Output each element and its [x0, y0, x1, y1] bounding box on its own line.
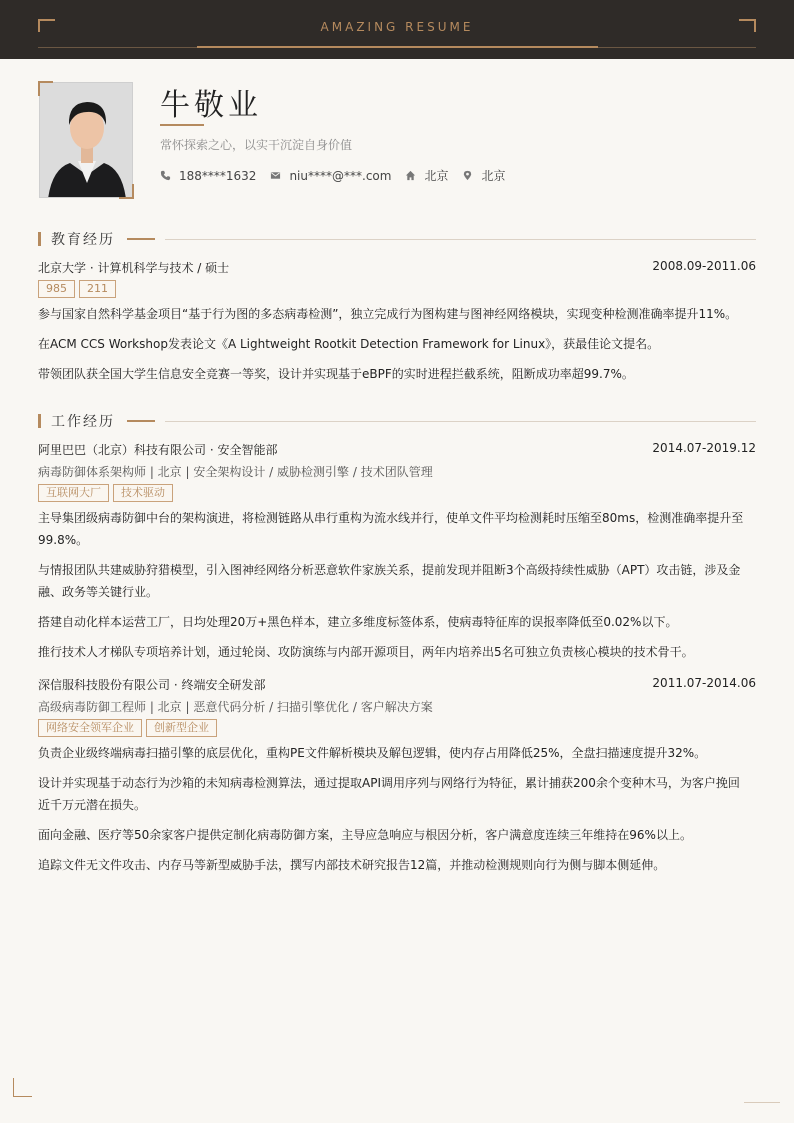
job-role: 高级病毒防御工程师 | 北京 | 恶意代码分析 / 扫描引擎优化 / 客户解决方案 — [38, 700, 433, 714]
tag: 985 — [38, 280, 75, 298]
job-role: 病毒防御体系架构师 | 北京 | 安全架构设计 / 威胁检测引擎 / 技术团队管理 — [38, 465, 433, 479]
tag: 网络安全领军企业 — [38, 719, 142, 737]
section-title-education — [38, 231, 756, 247]
education-bullet: 带领团队获全国大学生信息安全竞赛一等奖，设计并实现基于eBPF的实时进程拦截系统，阻断成功率超99.7%。 — [38, 367, 634, 381]
contact-row — [160, 167, 519, 184]
job-bullet: 负责企业级终端病毒扫描引擎的底层优化，重构PE文件解析模块及解包逻辑，使内存占用降低25%，全盘扫描速度提升32%。 — [38, 746, 707, 760]
profile-photo-frame — [38, 81, 134, 199]
top-banner — [0, 0, 794, 59]
home-icon — [405, 170, 416, 181]
job-bullet: 与情报团队共建威胁狩猎模型，引入图神经网络分析恶意软件家族关系，提前发现并阻断3个高级持续性威胁（APT）攻击链，涉及金融、政务等关键行业。 — [38, 563, 741, 599]
education-school: 北京大学 · 计算机科学与技术 / 硕士 — [38, 261, 230, 275]
job-bullet: 追踪文件无文件攻击、内存马等新型威胁手法，撰写内部技术研究报告12篇，并推动检测规则向行为侧与脚本侧延伸。 — [38, 858, 666, 872]
job-bullet: 推行技术人才梯队专项培养计划，通过轮岗、攻防演练与内部开源项目，两年内培养出5名可独立负责核心模块的技术骨干。 — [38, 645, 694, 659]
email-text: niu****@***.com — [289, 168, 392, 183]
section-title-text: 工作经历 — [51, 414, 115, 430]
job-date: 2014.07-2019.12 — [652, 441, 756, 455]
photo-corner-top-left — [38, 81, 53, 96]
education-bullet: 参与国家自然科学基金项目“基于行为图的多态病毒检测”，独立完成行为图构建与图神经网络模块，实现变种检测准确率提升11%。 — [38, 307, 738, 321]
candidate-motto: 常怀探索之心，以实干沉淀自身价值 — [160, 138, 353, 152]
education-header — [38, 259, 756, 276]
job-bullet: 设计并实现基于动态行为沙箱的未知病毒检测算法，通过提取API调用序列与网络行为特征，累计捕获200余个变种木马，为客户挽回近千万元潜在损失。 — [38, 776, 740, 812]
tag: 互联网大厂 — [38, 484, 109, 502]
location-city-text: 北京 — [481, 169, 506, 183]
job-header — [38, 676, 756, 693]
tag: 技术驱动 — [113, 484, 173, 502]
education-tags — [38, 280, 120, 298]
section-marker — [38, 232, 41, 246]
job-bullet: 搭建自动化样本运营工厂，日均处理20万+黑色样本，建立多维度标签体系，使病毒特征库的误报率降低至0.02%以下。 — [38, 615, 678, 629]
name-underline — [160, 124, 204, 126]
contact-phone — [160, 169, 256, 183]
section-title-work — [38, 413, 756, 429]
job-header — [38, 441, 756, 458]
banner-title: AMAZING RESUME — [320, 20, 474, 34]
contact-email — [270, 169, 391, 183]
job-tags — [38, 484, 177, 502]
section-rule — [165, 239, 756, 240]
banner-accent-line — [197, 46, 598, 48]
education-bullet: 在ACM CCS Workshop发表论文《A Lightweight Rootkit Detection Framework for Linux》，获最佳论文提名。 — [38, 337, 660, 351]
job-tags — [38, 719, 221, 737]
section-marker — [38, 414, 41, 428]
job-company: 深信服科技股份有限公司 · 终端安全研发部 — [38, 678, 266, 692]
section-title-text: 教育经历 — [51, 232, 115, 248]
contact-location — [462, 167, 505, 184]
location-pin-icon — [462, 170, 473, 181]
profile-photo — [39, 82, 133, 198]
section-accent — [127, 420, 155, 422]
section-rule — [165, 421, 756, 422]
home-city-text: 北京 — [424, 169, 449, 183]
job-bullet: 面向金融、医疗等50余家客户提供定制化病毒防御方案，主导应急响应与根因分析，客户满意度连续三年维持在96%以上。 — [38, 828, 692, 842]
job-bullet: 主导集团级病毒防御中台的架构演进，将检测链路从串行重构为流水线并行，使单文件平均检测耗时压缩至80ms，检测准确率提升至99.8%。 — [38, 511, 744, 547]
phone-text: 188****1632 — [179, 168, 257, 183]
job-company: 阿里巴巴（北京）科技有限公司 · 安全智能部 — [38, 443, 278, 457]
tag: 211 — [79, 280, 116, 298]
contact-home — [405, 167, 448, 184]
mail-icon — [270, 170, 281, 181]
photo-corner-bottom-right — [119, 184, 134, 199]
footer-line — [744, 1102, 780, 1103]
candidate-name: 牛敬业 — [160, 88, 262, 123]
tag: 创新型企业 — [146, 719, 217, 737]
education-date: 2008.09-2011.06 — [652, 259, 756, 273]
phone-icon — [160, 170, 171, 181]
job-date: 2011.07-2014.06 — [652, 676, 756, 690]
footer-corner — [13, 1078, 32, 1097]
section-accent — [127, 238, 155, 240]
